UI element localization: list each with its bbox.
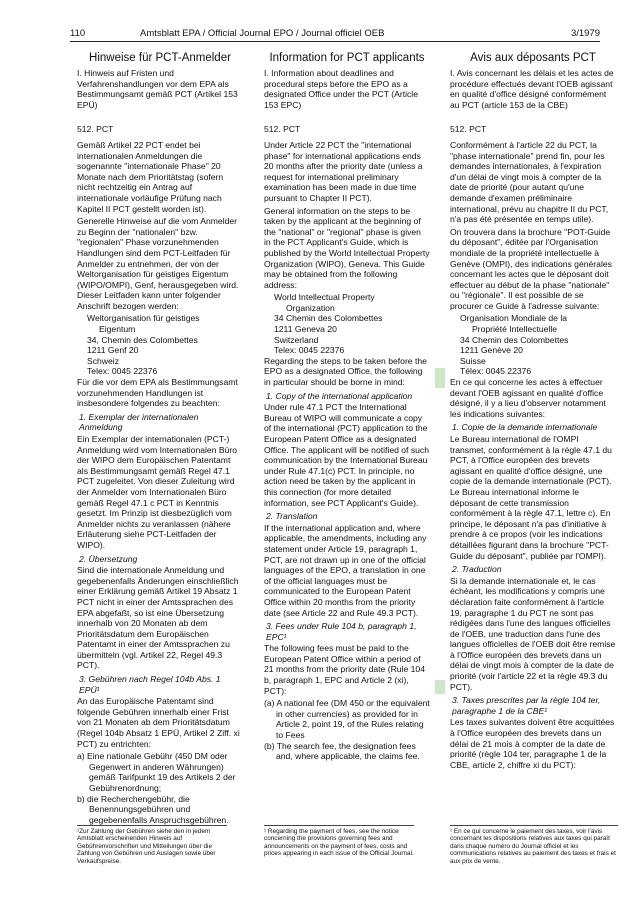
column-title: Hinweise für PCT-Anmelder xyxy=(89,52,231,64)
column-title: Information for PCT applicants xyxy=(269,52,425,64)
subheading: 1. Exemplar der internationalen Anmeldung xyxy=(79,411,199,433)
paragraph: Under Article 22 PCT the "international phase" for international applications ends 20 months after the priority date (unless a request for international preliminary examination has been made in due time pursuant to Chapter II PCT). xyxy=(264,139,423,203)
list-item: b) die Recherchengebühr, die Benennungsgebühren und gegebenenfalls Anspruchsgebühren. xyxy=(77,793,229,825)
address-line: Télex: 0045 22376 xyxy=(460,366,532,377)
paragraph: Sind die internationale Anmeldung und gegebenenfalls Änderungen einschließlich einer Erklärung gemäß Artikel 19 Absatz 1 PCT nicht in einer der Amtssprachen des EPA abgefaßt, so ist eine Übersetzung innerhalb von 20 Monaten ab dem Prioritätsdatum dem Europäischen Patentamt in einer der Amtssprachen zu übermitteln (vgl. Artikel 22, Regel 49.3 PCT). xyxy=(77,565,239,671)
item-number: 512. PCT xyxy=(264,124,301,135)
paragraph: On trouvera dans la brochure "POT-Guide du déposant", éditée par l'Organisation mondiale de la propriété intellectuelle à Genève (OMPI), des indications générales concernant les actes que le déposant doit effectuer au début de la phase "nationale" ou "régionale". Il est possible de se procurer ce Guide à l'adresse suivante: xyxy=(450,226,612,311)
subheading: 1. Copy of the international application xyxy=(266,390,413,401)
address-line: 1211 Geneva 20 xyxy=(274,324,337,335)
footnote-german: ¹Zur Zahlung der Gebühren siehe den in jedem Amtsblatt erscheinenden Hinweis auf Gebührenvorschriften und Mitteilungen über die Zahlung von Gebühren und Auslagen sowie über Verkaufspreise. xyxy=(77,825,227,865)
subheading: 3. Fees under Rule 104 b, paragraph 1, EPC¹ xyxy=(266,621,417,642)
list-item: (b) The search fee, the designation fees and, where applicable, the claims fee. xyxy=(264,740,420,762)
column-title: Avis aux déposants PCT xyxy=(470,52,596,64)
section-intro: I. Information about deadlines and procedural steps before the EPO as a designated Office under the PCT (Article 153 EPC) xyxy=(264,68,418,110)
paragraph: Under rule 47.1 PCT the International Bureau of WIPO will communicate a copy of the international (PCT) application to the European Patent Office as a designated Office. The applicant will be notified of such communication by the International Bureau under Rule 47.1(c) PCT. In principle, no action need be taken by the applicant in this connection (for more detailed information, see PCT Applicant's Guide). xyxy=(264,402,429,508)
fee-list xyxy=(77,751,243,825)
list-item: (a) A national fee (DM 450 or the equivalent in other currencies) as provided for in Article 2, point 19, of the Rules relating to Fees xyxy=(264,698,430,741)
paragraph: An das Europäische Patentamt sind folgende Gebühren innerhalb einer Frist von 21 Monaten ab dem Prioritätsdatum (Regel 104b Absatz 1 EPÜ, Artikel 2 Ziff. xi PCT) zu entrichten: xyxy=(77,696,240,749)
paragraph: En ce qui concerne les actes à effectuer devant l'OEB agissant en qualité d'office désigné, il y a lieu d'observer notamment les indications suivantes: xyxy=(450,377,606,419)
footnote-english: ¹ Regarding the payment of fees, see the notice concerning the provisions governing fees and announcements on the payment of fees, costs and prices appearing in each issue of the Official Journal. xyxy=(264,825,414,858)
section-intro: I. Hinweis auf Fristen und Verfahrenshandlungen vor dem EPA als Bestimmungsamt gemäß PCT (Artikel 153 EPÜ) xyxy=(77,68,238,110)
address-line: Switzerland xyxy=(274,334,319,345)
address-line: 1211 Genf 20 xyxy=(87,345,139,356)
paragraph: Conformément à l'article 22 du PCT, la "phase internationale" prend fin, pour les demandes internationales, à l'expiration d'un délai de vingt mois à compter de la date de priorité (pour autant qu'une demande d'examen préliminaire international, prévu au chapitre II du PCT, n'a pas été présentée en temps utile). xyxy=(450,139,609,225)
address-line: Weltorganisation für geistiges xyxy=(87,313,200,324)
subheading: 2. Traduction xyxy=(452,564,502,575)
paragraph: Gemäß Artikel 22 PCT endet bei internationalen Anmeldungen die sogenannte "internationale Phase" 20 Monate nach dem Prioritätstag (sofern nicht rechtzeitig ein Antrag auf internationale vorläufige Prüfung nach Kapitel II PCT gestellt worden ist). xyxy=(77,139,224,214)
list-item: a) Eine nationale Gebühr (450 DM oder Gegenwert in anderen Währungen) gemäß Tarifpunkt 19 des Artikels 2 der Gebührenordnung; xyxy=(77,751,236,793)
margin-marker xyxy=(435,368,445,388)
journal-title: Amtsblatt EPA / Official Journal EPO / Journal officiel OEB xyxy=(140,28,385,39)
paragraph: Für die vor dem EPA als Bestimmungsamt vorzunehmenden Handlungen ist insbesondere folgendes zu beachten: xyxy=(77,377,238,409)
margin-marker xyxy=(435,680,445,694)
item-number: 512. PCT xyxy=(77,124,114,135)
subheading: 3. Taxes prescrites par la règle 104 ter, paragraphe 1 de la CBE¹ xyxy=(452,695,601,716)
address-line: Suisse xyxy=(460,355,486,366)
subheading: 1. Copie de la demande internationale xyxy=(452,422,598,433)
address-line: Propriété Intellectuelle xyxy=(472,324,558,335)
address-line: Organisation Mondiale de la xyxy=(460,313,568,324)
paragraph: The following fees must be paid to the European Patent Office within a period of 21 months from the priority date (Rule 104 b, paragraph 1, EPC and Article 2 (xi), PCT): xyxy=(264,643,425,696)
section-intro: I. Avis concernant les délais et les actes de procédure effectués devant l'OEB agissant en qualité d'office désigné conformément au PCT (article 153 de la CBE) xyxy=(450,68,614,110)
paragraph: Ein Exemplar der internationalen (PCT-) Anmeldung wird vom Internationalen Büro der WIPO dem Europäischen Patentamt als Bestimmungsamt gemäß Regel 47.1 PCT zugeleitet. Von dieser Zuleitung wird der Anmelder vom Internationalen Büro gemäß Regel 47.1 c PCT in Kenntnis gesetzt. Im Prinzip ist diesbezüglich vom Anmelder nichts zu veranlassen (nähere Erläuterung siehe PCT-Leitfaden der WIPO). xyxy=(77,434,238,550)
address-block xyxy=(264,292,430,356)
address-line: Telex: 0045 22376 xyxy=(87,366,158,377)
paragraph: If the international application and, where applicable, the amendments, including any statement under Article 19, paragraph 1, PCT, are not drawn up in one of the official languages of the EPO, a translation in one of the official languages must be communicated to the European Patent Office within 20 months from the priority date (see Article 22 and Rule 49.3 PCT). xyxy=(264,522,427,618)
paragraph: General information on the steps to be taken by the applicant at the beginning of the "national" or "regional" phase is given in the PCT Applicant's Guide, which is published by the World Intellectual Property Organization (WIPO), Geneva. This Guide may be obtained from the following address: xyxy=(264,205,430,290)
address-line: Schweiz xyxy=(87,355,119,366)
subheading: 2. Translation xyxy=(266,511,318,522)
column-german xyxy=(77,52,243,827)
issue-date: 3/1979 xyxy=(570,28,600,39)
paragraph: Les taxes suivantes doivent être acquittées à l'Office européen des brevets dans un délai de 21 mois à compter de la date de priorité (règle 104 ter, paragraphe 1 de la CBE, article 2, chiffre xi du PCT): xyxy=(450,717,615,770)
address-line: Organization xyxy=(286,302,335,313)
subheading: 2. Übersetzung xyxy=(79,553,138,564)
paragraph: Le Bureau international de l'OMPI transmet, conformément à la règle 47.1 du PCT, à l'Office européen des brevets agissant en qualité d'office désigné, une copie de la demande internationale (PCT). Le Bureau international informe le déposant de cette transmission conformément à la règle 47.1, lettre c). En principe, le déposant n'a pas d'initiative à prendre à ce propos (voir les indications détaillées figurant dans la brochure "PCT-Guide du déposant", publiée par l'OMPI). xyxy=(450,434,612,561)
subheading: 3. Gebühren nach Regel 104b Abs. 1 EPÜ¹ xyxy=(79,674,221,695)
address-line: 34, Chemin des Colombettes xyxy=(87,334,198,345)
column-french xyxy=(450,52,616,772)
address-line: World Intellectual Property xyxy=(274,292,375,303)
address-line: 1211 Genève 20 xyxy=(460,345,523,356)
running-header xyxy=(70,27,600,42)
address-block xyxy=(450,313,616,377)
paragraph: Generelle Hinweise auf die vom Anmelder zu Beginn der "nationalen" bzw. "regionalen" Phase vorzunehmenden Handlungen sind dem PCT-Leitfaden für Anmelder zu entnehmen, der von der Weltorganisation für geistiges Eigentum (WIPO/OMPI), Genf, herausgegeben wird. Dieser Leitfaden kann unter folgender Anschrift bezogen werden: xyxy=(77,216,239,311)
page-number: 110 xyxy=(70,28,86,39)
column-english xyxy=(264,52,430,764)
address-line: Telex: 0045 22376 xyxy=(274,345,345,356)
fee-list xyxy=(264,698,430,762)
address-line: Eigentum xyxy=(99,324,136,335)
paragraph: Regarding the steps to be taken before the EPO as a designated Office, the following in particular should be borne in mind: xyxy=(264,355,427,388)
address-line: 34 Chemin des Colombettes xyxy=(274,313,383,324)
item-number: 512. PCT xyxy=(450,124,487,135)
paragraph: Si la demande internationale et, le cas échéant, les modifications y compris une déclaration faite conformément à l'article 19, paragraphe 1 du PCT ne sont pas rédigées dans l'une des langues officielles de l'OEB, une traduction dans l'une des langues officielles de l'OEB doit être remise à l'Office européen des brevets dans un délai de vingt mois à compter de la date de priorité (voir l'article 22 et la règle 49.3 du PCT). xyxy=(450,575,616,692)
address-line: 34 Chemin des Colombettes xyxy=(460,334,569,345)
footnote-french: ¹ En ce qui concerne le paiement des taxes, voir l'avis concernant les dispositions relatives aux taxes qui paraît dans chaque numéro du Journal officiel et les communications relatives au paiement des taxes et frais et aux prix de vente. xyxy=(450,825,618,865)
address-block xyxy=(77,313,243,377)
